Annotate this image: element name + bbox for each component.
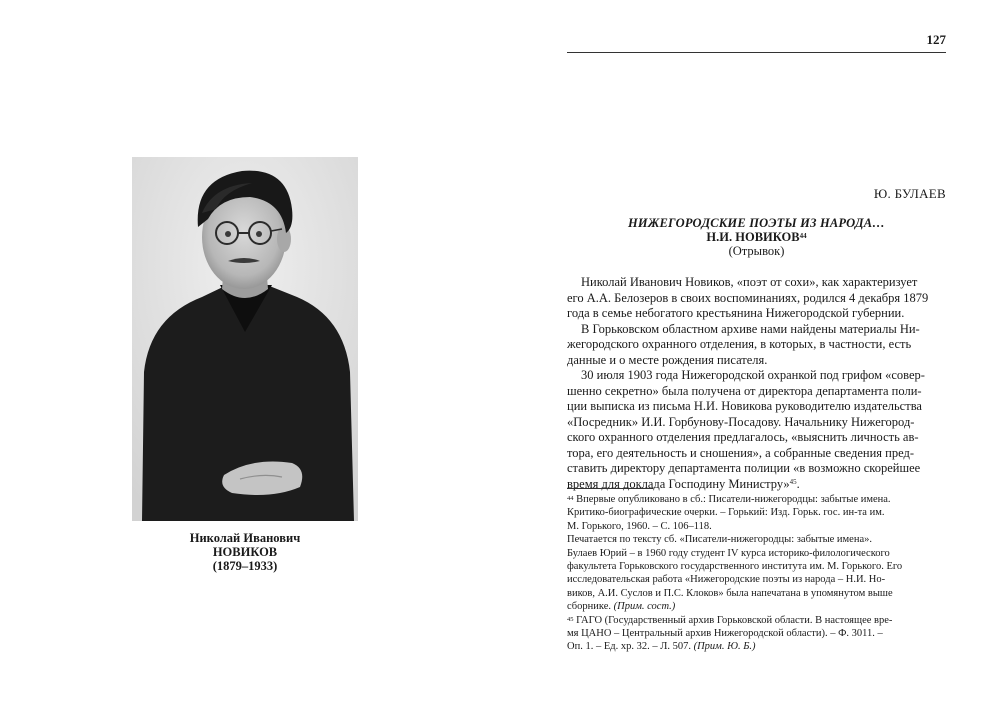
p3-line: шенно секретно» была получена от директора департамента поли- bbox=[567, 383, 922, 398]
caption-name: Николай Иванович bbox=[189, 531, 301, 545]
fn44-line: Булаев Юрий – в 1960 году студент IV курса историко-филологического bbox=[567, 547, 890, 559]
fn44-mark: 44 bbox=[567, 495, 574, 502]
right-page bbox=[500, 0, 1000, 709]
p3-line: ставить директору департамента полиции «в возможно скорейшее bbox=[567, 461, 921, 475]
header-rule bbox=[567, 52, 946, 53]
p2-line: жегородского охранного отделения, в которых, в частности, есть bbox=[567, 337, 912, 351]
p1-line: его А.А. Белозеров в своих воспоминаниях, родился 4 декабря 1879 bbox=[567, 290, 929, 305]
p1-line: года в семье небогатого крестьянина Нижегородской губернии. bbox=[567, 306, 905, 320]
portrait-photo bbox=[132, 157, 358, 521]
footnote-rule bbox=[567, 488, 653, 489]
p3-line-last bbox=[567, 477, 946, 493]
fn45-text-end: Оп. 1. – Ед. хр. 32. – Л. 507. bbox=[567, 641, 694, 653]
fn44-line bbox=[567, 600, 946, 613]
title-line-2-text: Н.И. НОВИКОВ bbox=[706, 230, 800, 244]
title-line-2 bbox=[567, 230, 946, 244]
caption-surname: НОВИКОВ bbox=[212, 545, 278, 559]
p1-line: Николай Иванович Новиков, «поэт от сохи», как характеризует bbox=[581, 275, 918, 289]
fn44-line: Печатается по тексту сб. «Писатели-нижегородцы: забытые имена». bbox=[567, 534, 872, 546]
fn45-line: мя ЦАНО – Центральный архив Нижегородской области). – Ф. 3011. – bbox=[567, 628, 883, 640]
p3-line: ского охранного отделения предлагалось, «выяснить личность ав- bbox=[567, 430, 919, 444]
fn45-line bbox=[567, 640, 946, 653]
p3-last-text: время для доклада Господину Министру» bbox=[567, 476, 790, 491]
p3-line: 30 июля 1903 года Нижегородской охранкой под грифом «совер- bbox=[581, 368, 925, 382]
fn44-line bbox=[567, 493, 946, 506]
footnotes bbox=[567, 493, 946, 654]
fn45-line bbox=[567, 614, 946, 627]
fn44-line: М. Горького, 1960. – С. 106–118. bbox=[567, 520, 712, 532]
caption-years: (1879–1933) bbox=[212, 559, 278, 573]
p3-line: «Посредник» И.И. Горбунову-Посадову. Начальнику Нижегород- bbox=[567, 414, 915, 429]
article-author: Ю. БУЛАЕВ bbox=[873, 186, 946, 201]
paragraph-3 bbox=[567, 368, 946, 492]
p2-line: данные и о месте рождения писателя. bbox=[567, 352, 768, 367]
fn45-text: ГАГО (Государственный архив Горьковской области. В настоящее вре- bbox=[573, 614, 893, 626]
fn44-line: Критико-биографические очерки. – Горький: Изд. Горьк. гос. ин-та им. bbox=[567, 507, 885, 519]
footnote-ref-45: 45 bbox=[789, 477, 797, 486]
portrait-caption bbox=[140, 531, 350, 573]
p3-line: тора, его деятельность и сношения», а собранные сведения пред- bbox=[567, 445, 914, 460]
p3-line: ции выписка из письма Н.И. Новикова руководителю издательства bbox=[567, 399, 922, 413]
fn44-line: виков, А.И. Суслов и П.С. Клоков» была напечатана в упомянутом выше bbox=[567, 587, 893, 599]
excerpt-label: (Отрывок) bbox=[728, 244, 785, 258]
fn44-note: (Прим. сост.) bbox=[613, 601, 676, 613]
article-title bbox=[567, 216, 946, 258]
fn44-text: Впервые опубликовано в сб.: Писатели-нижегородцы: забытые имена. bbox=[573, 494, 891, 505]
article-body bbox=[567, 275, 946, 492]
fn45-note: (Прим. Ю. Б.) bbox=[693, 641, 756, 653]
title-line-1: НИЖЕГОРОДСКИЕ ПОЭТЫ ИЗ НАРОДА… bbox=[628, 216, 885, 230]
p2-line: В Горьковском областном архиве нами найдены материалы Ни- bbox=[581, 321, 920, 336]
paragraph-2 bbox=[567, 322, 946, 369]
p3-end: . bbox=[796, 476, 800, 491]
fn45-mark: 45 bbox=[567, 615, 574, 623]
page-number: 127 bbox=[926, 32, 946, 47]
fn44-line: исследовательская работа «Нижегородские поэты из народа – Н.И. Но- bbox=[567, 574, 886, 586]
footnote-ref-44: 44 bbox=[799, 232, 807, 240]
fn44-text-end: сборнике. bbox=[567, 601, 614, 613]
paragraph-1 bbox=[567, 275, 946, 322]
fn44-line: факультета Горьковского государственного института им. М. Горького. Его bbox=[567, 561, 903, 573]
